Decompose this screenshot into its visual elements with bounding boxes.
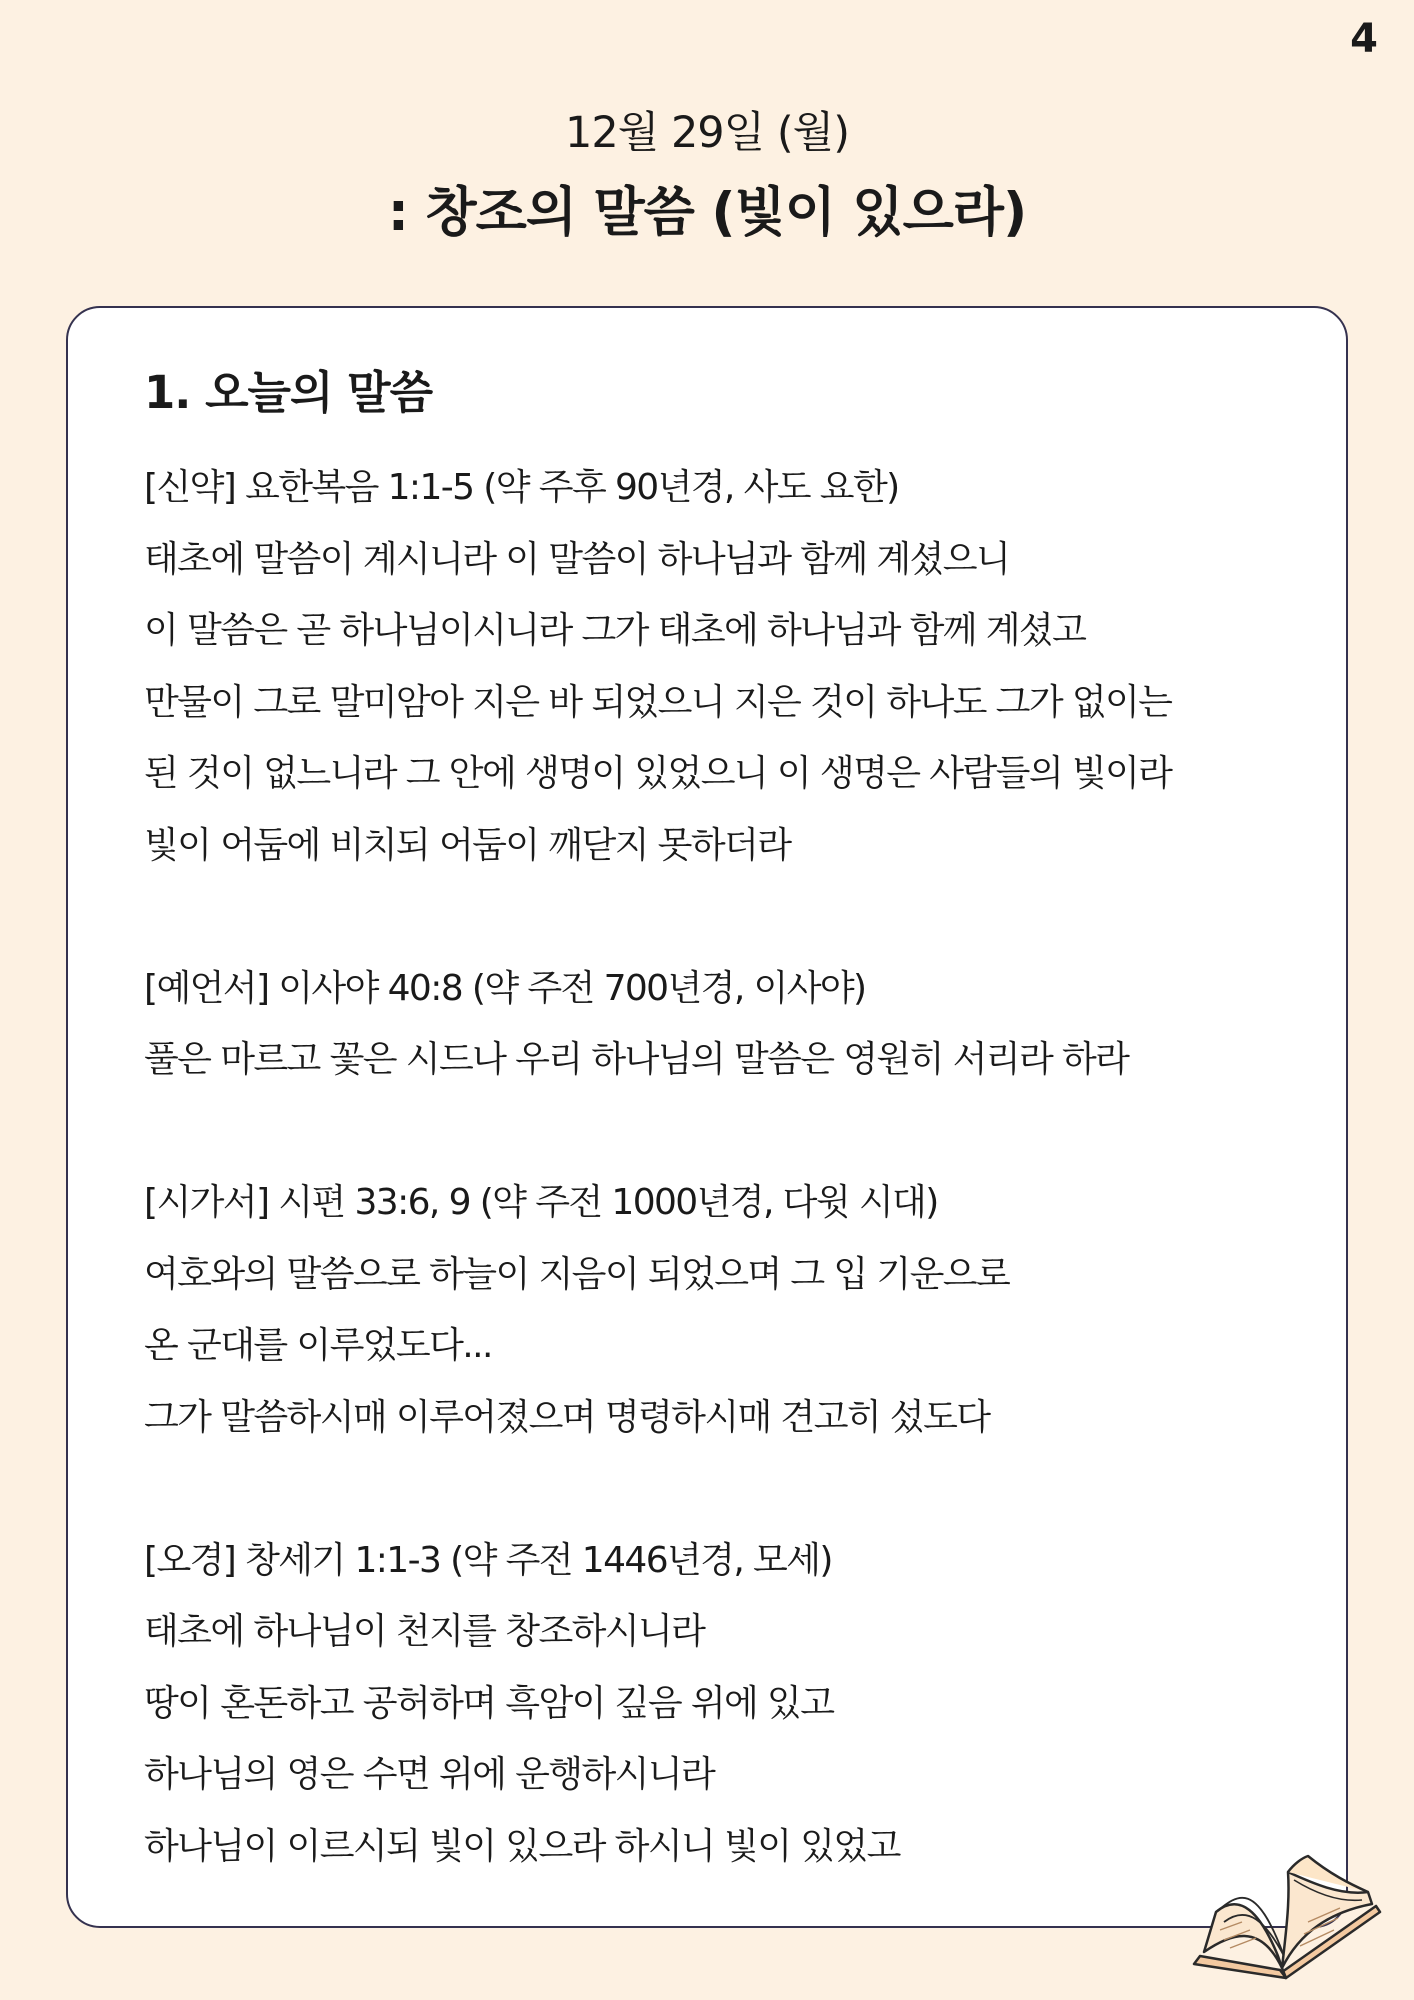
passage-reference: [예언서] 이사야 40:8 (약 주전 700년경, 이사야) (144, 967, 866, 1009)
passage-spacer (144, 881, 1294, 953)
passage-prophets (144, 953, 1294, 1096)
passage-reference: [시가서] 시편 33:6, 9 (약 주전 1000년경, 다윗 시대) (144, 1182, 938, 1223)
page-title: : 창조의 말씀 (빛이 있으라) (387, 182, 1027, 243)
passage-pentateuch (144, 1525, 1294, 1883)
passage-line: 된 것이 없느니라 그 안에 생명이 있었으니 이 생명은 사람들의 빛이라 (144, 753, 1172, 794)
passage-new-testament (144, 452, 1294, 881)
passage-line: 풀은 마르고 꽃은 시드나 우리 하나님의 말씀은 영원히 서리라 하라 (144, 1039, 1129, 1080)
open-book-icon (1190, 1852, 1390, 1982)
header-date: 12월 29일 (월) (565, 108, 849, 158)
passage-line: 이 말씀은 곧 하나님이시니라 그가 태초에 하나님과 함께 계셨고 (144, 610, 1086, 651)
passage-line: 하나님이 이르시되 빛이 있으라 하시니 빛이 있었고 (144, 1825, 900, 1867)
passage-line: 여호와의 말씀으로 하늘이 지음이 되었으며 그 입 기운으로 (144, 1253, 1010, 1295)
passage-spacer (144, 1096, 1294, 1168)
passage-line: 만물이 그로 말미암아 지은 바 되었으니 지은 것이 하나도 그가 없이는 (144, 681, 1172, 723)
passage-poetry (144, 1167, 1294, 1453)
passage-line: 태초에 하나님이 천지를 창조하시니라 (144, 1611, 705, 1652)
page-header (0, 105, 1414, 247)
passage-spacer (144, 1453, 1294, 1525)
passage-line: 빛이 어둠에 비치되 어둠이 깨닫지 못하더라 (144, 824, 791, 866)
passage-line: 그가 말씀하시매 이루어졌으며 명령하시매 견고히 섰도다 (144, 1396, 990, 1438)
section-title: 1. 오늘의 말씀 (144, 366, 433, 419)
scripture-list (144, 452, 1294, 1882)
passage-line: 태초에 말씀이 계시니라 이 말씀이 하나님과 함께 계셨으니 (144, 538, 1010, 580)
passage-line: 하나님의 영은 수면 위에 운행하시니라 (144, 1754, 715, 1795)
passage-line: 땅이 혼돈하고 공허하며 흑암이 깊음 위에 있고 (144, 1682, 834, 1724)
passage-reference: [신약] 요한복음 1:1-5 (약 주후 90년경, 사도 요한) (144, 467, 899, 508)
passage-reference: [오경] 창세기 1:1-3 (약 주전 1446년경, 모세) (144, 1539, 832, 1581)
passage-line: 온 군대를 이루었도다... (144, 1325, 492, 1366)
scripture-card (66, 306, 1348, 1928)
page-number: 4 (1350, 16, 1378, 62)
